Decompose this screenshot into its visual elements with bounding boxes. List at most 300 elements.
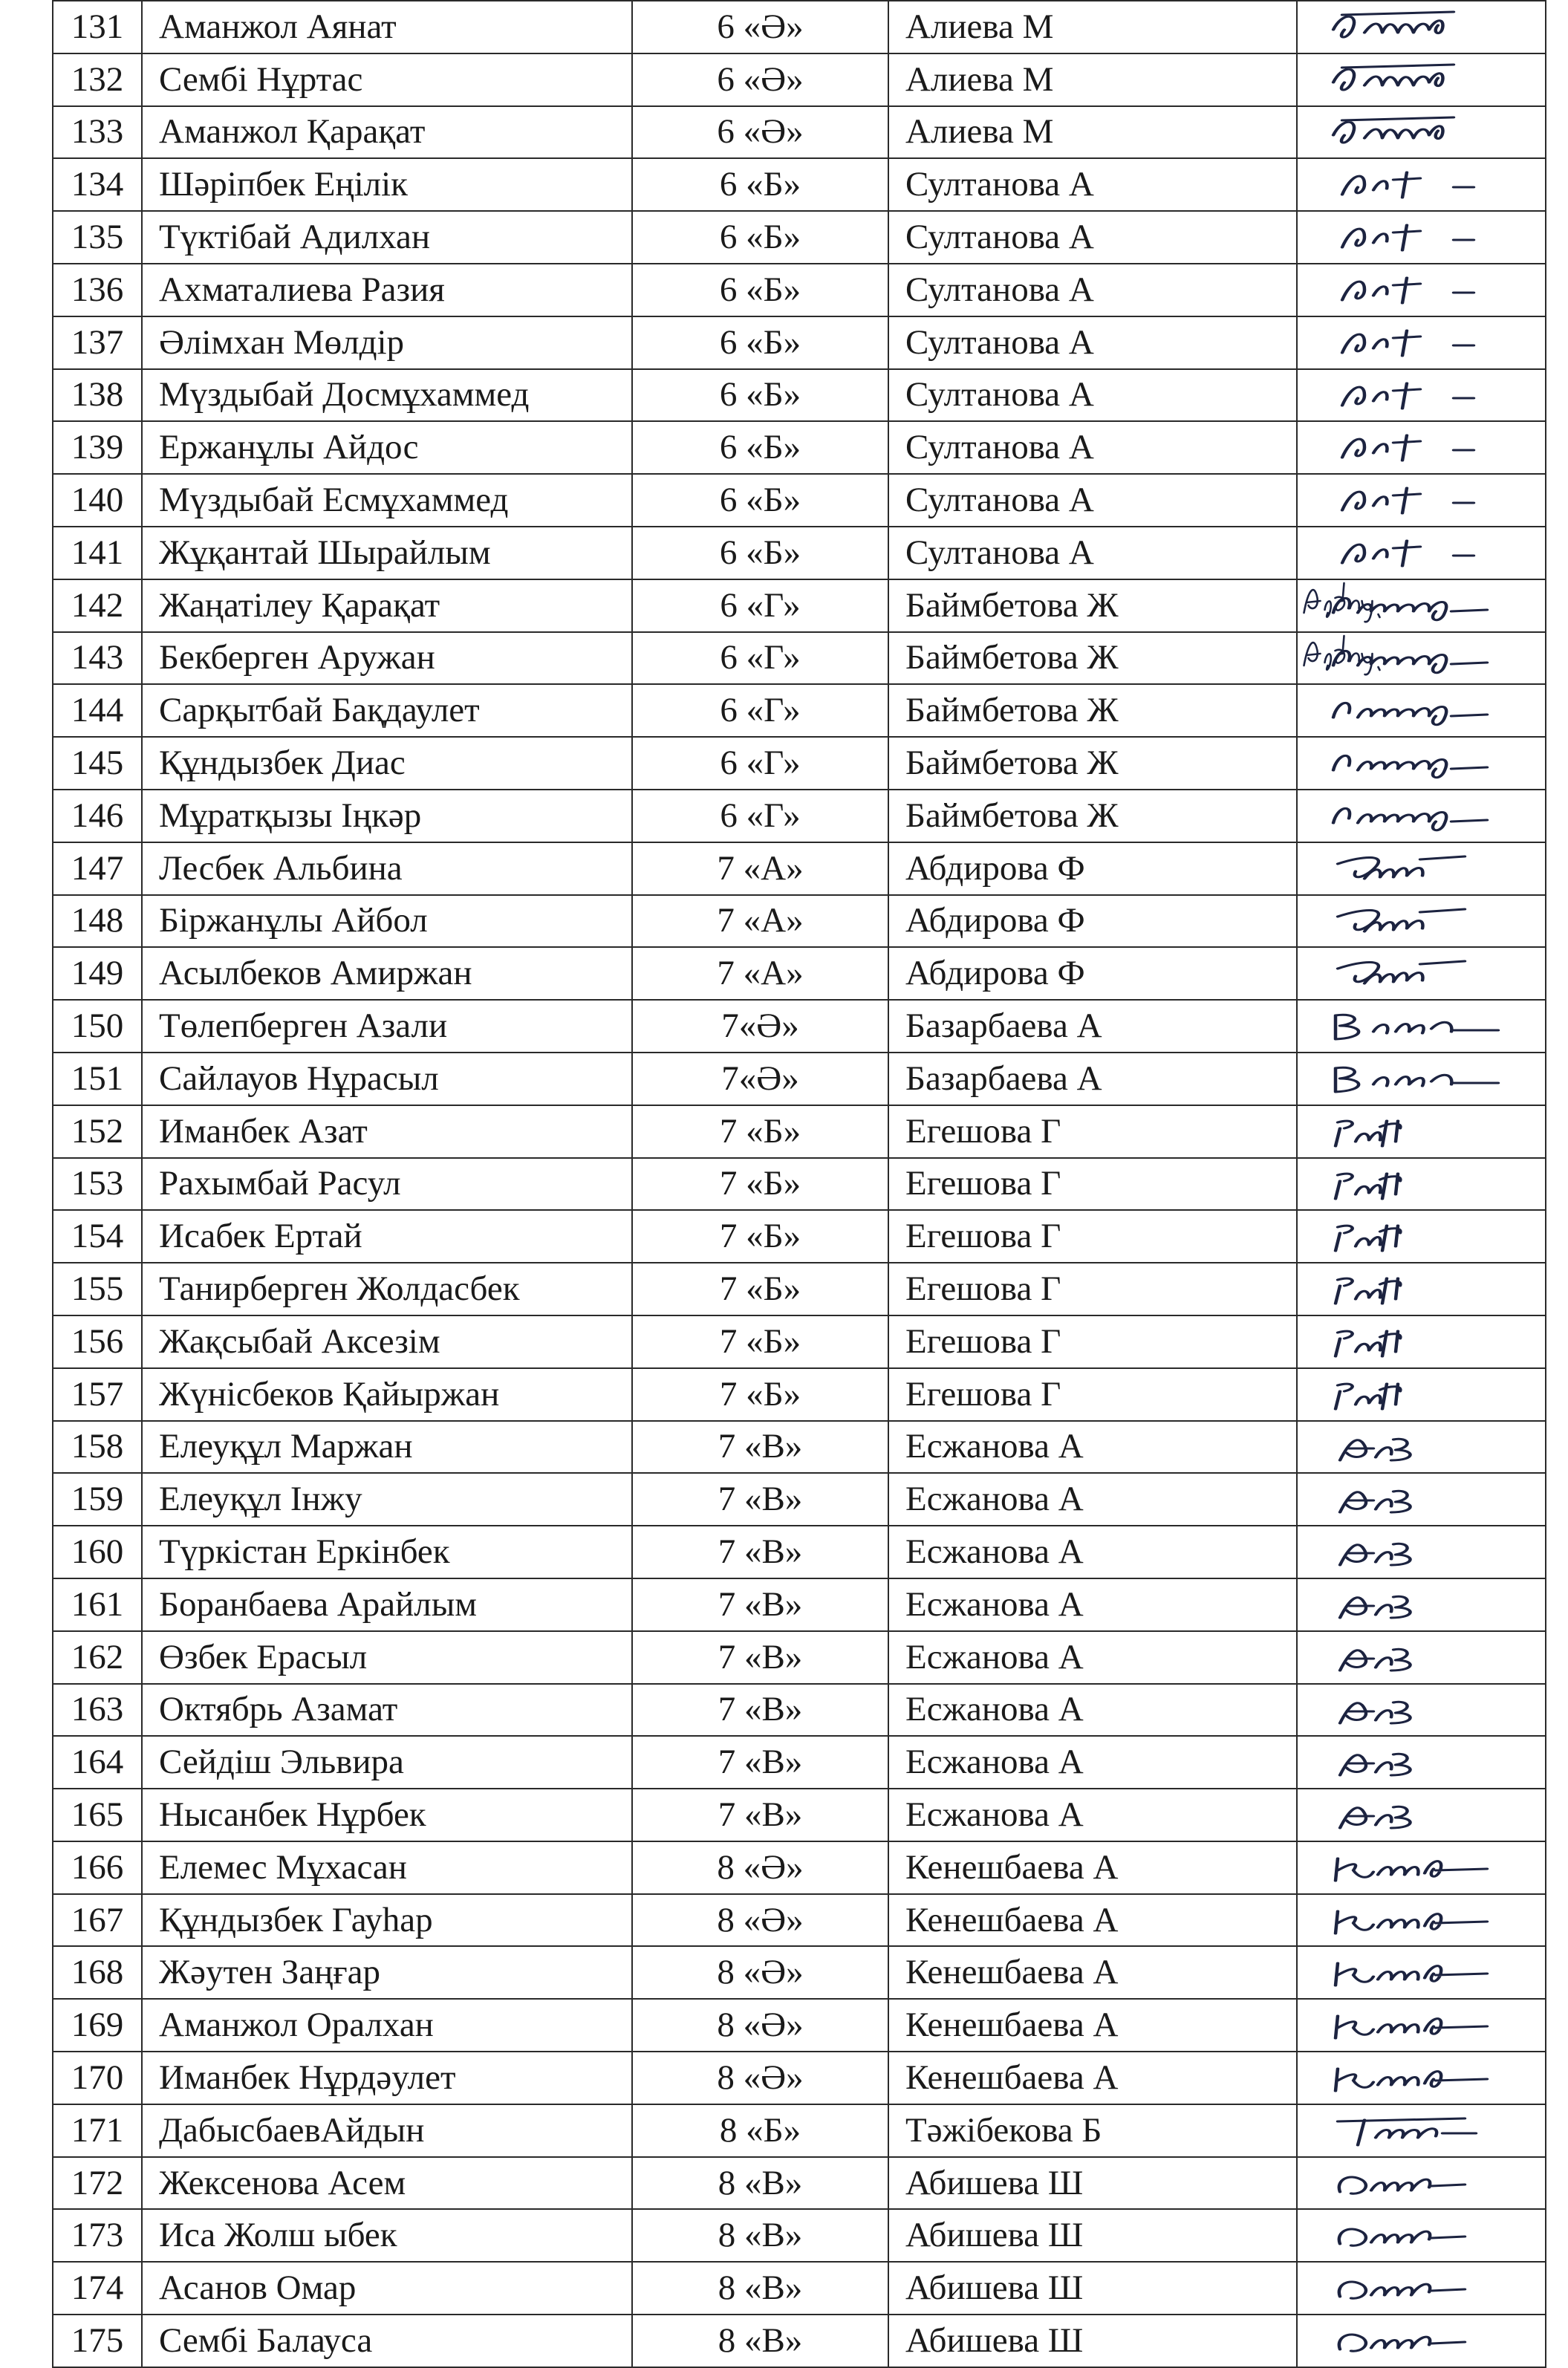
signature-icon (1320, 2058, 1520, 2098)
teacher-name: Абишева Ш (888, 2157, 1297, 2210)
signature-icon (1320, 691, 1520, 731)
signature-cell (1297, 158, 1546, 211)
teacher-name: Егешова Г (888, 1210, 1297, 1263)
signature-icon (1320, 1532, 1520, 1572)
signature-cell (1297, 1894, 1546, 1947)
table-row (53, 316, 1546, 369)
row-number: 173 (53, 2209, 142, 2262)
table-row (53, 1421, 1546, 1474)
class-grade: 8 «В» (632, 2262, 888, 2315)
signature-cell (1297, 1158, 1546, 1211)
row-number: 135 (53, 211, 142, 264)
teacher-name: Алиева М (888, 1, 1297, 53)
signature-icon (1320, 481, 1520, 521)
table-row (53, 421, 1546, 474)
teacher-name: Базарбаева А (888, 1053, 1297, 1105)
signature-cell (1297, 421, 1546, 474)
row-number: 140 (53, 474, 142, 527)
row-number: 154 (53, 1210, 142, 1263)
student-name: Біржанұлы Айбол (142, 895, 632, 948)
student-name: Танирберген Жолдасбек (142, 1263, 632, 1315)
teacher-name: Есжанова А (888, 1578, 1297, 1631)
table-row (53, 2262, 1546, 2315)
signature-cell (1297, 2104, 1546, 2157)
student-name: Бекберген Аружан (142, 632, 632, 685)
class-grade: 8 «Ә» (632, 1999, 888, 2052)
signature-cell (1297, 1526, 1546, 1578)
class-grade: 6 «Б» (632, 316, 888, 369)
row-number: 168 (53, 1946, 142, 1999)
roster-sheet (52, 0, 1545, 2360)
row-number: 159 (53, 1473, 142, 1526)
signature-cell (1297, 2315, 1546, 2367)
teacher-name: Султанова А (888, 264, 1297, 316)
teacher-name: Егешова Г (888, 1315, 1297, 1368)
teacher-name: Баймбетова Ж (888, 790, 1297, 842)
student-name: Сайлауов Нұрасыл (142, 1053, 632, 1105)
signature-icon (1320, 1006, 1520, 1047)
row-number: 167 (53, 1894, 142, 1947)
student-name: Жәутен Заңғар (142, 1946, 632, 1999)
teacher-name: Султанова А (888, 527, 1297, 579)
signature-cell (1297, 1210, 1546, 1263)
row-number: 163 (53, 1684, 142, 1737)
signature-icon (1320, 1953, 1520, 1993)
signature-icon (1320, 796, 1520, 836)
signature-icon (1320, 1743, 1520, 1783)
row-number: 133 (53, 106, 142, 159)
signature-cell (1297, 790, 1546, 842)
signature-icon (1320, 1795, 1520, 1835)
row-number: 142 (53, 579, 142, 632)
table-row (53, 684, 1546, 737)
signature-icon (1320, 1691, 1520, 1731)
signature-cell (1297, 1368, 1546, 1421)
teacher-name: Есжанова А (888, 1526, 1297, 1578)
class-grade: 7«Ә» (632, 1000, 888, 1053)
student-name: Мүздыбай Досмұхаммед (142, 369, 632, 422)
class-grade: 6 «Б» (632, 527, 888, 579)
row-number: 148 (53, 895, 142, 948)
teacher-name: Кенешбаева А (888, 2052, 1297, 2104)
row-number: 153 (53, 1158, 142, 1211)
signature-cell (1297, 1841, 1546, 1894)
teacher-name: Кенешбаева А (888, 1841, 1297, 1894)
class-grade: 6 «Г» (632, 632, 888, 685)
row-number: 156 (53, 1315, 142, 1368)
class-grade: 6 «Г» (632, 684, 888, 737)
row-number: 152 (53, 1105, 142, 1158)
signature-cell (1297, 947, 1546, 1000)
class-grade: 7 «В» (632, 1421, 888, 1474)
row-number: 137 (53, 316, 142, 369)
signature-icon (1320, 60, 1520, 100)
teacher-name: Есжанова А (888, 1421, 1297, 1474)
class-grade: 7 «В» (632, 1578, 888, 1631)
signature-cell (1297, 1421, 1546, 1474)
student-name: Жүнісбеков Қайыржан (142, 1368, 632, 1421)
row-number: 170 (53, 2052, 142, 2104)
student-name: Құндызбек Гауһар (142, 1894, 632, 1947)
table-row (53, 1000, 1546, 1053)
teacher-name: Султанова А (888, 211, 1297, 264)
student-name: Жұқантай Шырайлым (142, 527, 632, 579)
student-name: Әлімхан Мөлдір (142, 316, 632, 369)
table-row (53, 211, 1546, 264)
student-name: Шәріпбек Еңілік (142, 158, 632, 211)
table-row (53, 53, 1546, 106)
teacher-name: Абдирова Ф (888, 842, 1297, 895)
teacher-name: Егешова Г (888, 1263, 1297, 1315)
signature-cell (1297, 895, 1546, 948)
table-row (53, 2157, 1546, 2210)
roster-body (53, 1, 1546, 2367)
signature-cell (1297, 53, 1546, 106)
table-row (53, 1105, 1546, 1158)
class-grade: 7 «А» (632, 842, 888, 895)
row-number: 141 (53, 527, 142, 579)
table-row (53, 895, 1546, 948)
signature-cell (1297, 1999, 1546, 2052)
signature-cell (1297, 579, 1546, 632)
student-name: Өзбек Ерасыл (142, 1631, 632, 1684)
signature-cell (1297, 474, 1546, 527)
signature-cell (1297, 1736, 1546, 1789)
signature-cell (1297, 1473, 1546, 1526)
student-name: Иса Жолш ыбек (142, 2209, 632, 2262)
signature-icon (1320, 2321, 1520, 2361)
class-grade: 8 «Ә» (632, 1841, 888, 1894)
class-grade: 7 «Б» (632, 1158, 888, 1211)
signature-cell (1297, 2209, 1546, 2262)
table-row (53, 1894, 1546, 1947)
teacher-name: Алиева М (888, 106, 1297, 159)
row-number: 138 (53, 369, 142, 422)
student-name: Ахматалиева Разия (142, 264, 632, 316)
table-row (53, 2104, 1546, 2157)
teacher-name: Кенешбаева А (888, 1946, 1297, 1999)
student-name: Жексенова Асем (142, 2157, 632, 2210)
student-name: ДабысбаевАйдын (142, 2104, 632, 2157)
signature-icon (1320, 428, 1520, 468)
table-row (53, 2315, 1546, 2367)
teacher-name: Есжанова А (888, 1789, 1297, 1841)
table-row (53, 790, 1546, 842)
table-row (53, 1526, 1546, 1578)
student-name: Аманжол Қарақат (142, 106, 632, 159)
teacher-name: Султанова А (888, 316, 1297, 369)
table-row (53, 527, 1546, 579)
student-name: Елеуқұл Маржан (142, 1421, 632, 1474)
table-row (53, 1736, 1546, 1789)
signature-icon (1320, 1428, 1520, 1468)
signature-icon (1320, 1375, 1520, 1415)
class-grade: 7 «А» (632, 947, 888, 1000)
teacher-name: Кенешбаева А (888, 1894, 1297, 1947)
table-row (53, 1841, 1546, 1894)
student-name: Аманжол Аянат (142, 1, 632, 53)
teacher-name: Есжанова А (888, 1684, 1297, 1737)
row-number: 134 (53, 158, 142, 211)
class-grade: 7 «В» (632, 1736, 888, 1789)
teacher-name: Егешова Г (888, 1158, 1297, 1211)
student-name: Асылбеков Амиржан (142, 947, 632, 1000)
row-number: 136 (53, 264, 142, 316)
signature-icon (1320, 1901, 1520, 1941)
student-name: Түркістан Еркінбек (142, 1526, 632, 1578)
student-name: Асанов Омар (142, 2262, 632, 2315)
table-row (53, 2052, 1546, 2104)
signature-cell (1297, 527, 1546, 579)
class-grade: 7 «Б» (632, 1263, 888, 1315)
class-grade: 6 «Ә» (632, 53, 888, 106)
signature-cell (1297, 264, 1546, 316)
signature-icon (1320, 1638, 1520, 1678)
student-name: Сембі Балауса (142, 2315, 632, 2367)
table-row (53, 1631, 1546, 1684)
signature-cell (1297, 1578, 1546, 1631)
row-number: 150 (53, 1000, 142, 1053)
student-name: Сейдіш Эльвира (142, 1736, 632, 1789)
teacher-name: Султанова А (888, 369, 1297, 422)
teacher-name: Абдирова Ф (888, 947, 1297, 1000)
signature-icon (1320, 1585, 1520, 1625)
student-name: Боранбаева Арайлым (142, 1578, 632, 1631)
table-row (53, 1158, 1546, 1211)
row-number: 164 (53, 1736, 142, 1789)
student-name: Октябрь Азамат (142, 1684, 632, 1737)
signature-icon (1320, 1480, 1520, 1520)
teacher-name: Алиева М (888, 53, 1297, 106)
teacher-name: Султанова А (888, 158, 1297, 211)
student-name: Сарқытбай Бақдаулет (142, 684, 632, 737)
student-name: Исабек Ертай (142, 1210, 632, 1263)
row-number: 132 (53, 53, 142, 106)
class-grade: 6 «Б» (632, 369, 888, 422)
table-row (53, 1210, 1546, 1263)
student-roster-table (52, 0, 1546, 2368)
table-row (53, 947, 1546, 1000)
row-number: 166 (53, 1841, 142, 1894)
student-name: Ержанұлы Айдос (142, 421, 632, 474)
row-number: 146 (53, 790, 142, 842)
student-name: Елемес Мұхасан (142, 1841, 632, 1894)
class-grade: 8 «Ә» (632, 1946, 888, 1999)
table-row (53, 1946, 1546, 1999)
signature-icon (1320, 270, 1520, 310)
teacher-name: Баймбетова Ж (888, 684, 1297, 737)
signature-icon (1320, 376, 1520, 416)
signature-cell (1297, 1315, 1546, 1368)
signature-icon (1320, 1217, 1520, 1257)
table-row (53, 1684, 1546, 1737)
table-row (53, 579, 1546, 632)
signature-cell (1297, 1946, 1546, 1999)
row-number: 143 (53, 632, 142, 685)
teacher-name: Егешова Г (888, 1368, 1297, 1421)
signature-icon (1320, 902, 1520, 942)
class-grade: 7 «В» (632, 1684, 888, 1737)
class-grade: 7 «Б» (632, 1315, 888, 1368)
class-grade: 7 «А» (632, 895, 888, 948)
teacher-name: Баймбетова Ж (888, 579, 1297, 632)
signature-cell (1297, 2157, 1546, 2210)
signature-icon (1320, 1165, 1520, 1205)
teacher-name: Баймбетова Ж (888, 737, 1297, 790)
table-row (53, 106, 1546, 159)
teacher-name: Султанова А (888, 421, 1297, 474)
class-grade: 6 «Б» (632, 474, 888, 527)
table-row (53, 1368, 1546, 1421)
signature-icon (1320, 1112, 1520, 1152)
signature-cell (1297, 1105, 1546, 1158)
teacher-name: Есжанова А (888, 1736, 1297, 1789)
row-number: 165 (53, 1789, 142, 1841)
class-grade: 8 «Ә» (632, 2052, 888, 2104)
table-row (53, 1473, 1546, 1526)
signature-cell (1297, 369, 1546, 422)
signature-icon (1320, 165, 1520, 205)
teacher-name: Кенешбаева А (888, 1999, 1297, 2052)
student-name: Лесбек Альбина (142, 842, 632, 895)
table-row (53, 158, 1546, 211)
signature-icon (1320, 2111, 1520, 2151)
row-number: 151 (53, 1053, 142, 1105)
table-row (53, 264, 1546, 316)
signature-cell (1297, 1631, 1546, 1684)
signature-cell (1297, 1263, 1546, 1315)
student-name: Нысанбек Нұрбек (142, 1789, 632, 1841)
signature-icon (1320, 586, 1520, 626)
row-number: 131 (53, 1, 142, 53)
signature-cell (1297, 1053, 1546, 1105)
teacher-name: Абишева Ш (888, 2209, 1297, 2262)
teacher-name: Егешова Г (888, 1105, 1297, 1158)
student-name: Құндызбек Диас (142, 737, 632, 790)
signature-icon (1320, 954, 1520, 994)
teacher-name: Султанова А (888, 474, 1297, 527)
class-grade: 8 «Ә» (632, 1894, 888, 1947)
class-grade: 7«Ә» (632, 1053, 888, 1105)
class-grade: 6 «Б» (632, 211, 888, 264)
class-grade: 7 «В» (632, 1473, 888, 1526)
table-row (53, 474, 1546, 527)
table-row (53, 1999, 1546, 2052)
signature-icon (1320, 1059, 1520, 1099)
table-row (53, 1263, 1546, 1315)
table-row (53, 1315, 1546, 1368)
table-row (53, 737, 1546, 790)
row-number: 157 (53, 1368, 142, 1421)
table-row (53, 842, 1546, 895)
student-name: Сембі Нұртас (142, 53, 632, 106)
row-number: 161 (53, 1578, 142, 1631)
class-grade: 8 «В» (632, 2157, 888, 2210)
class-grade: 6 «Б» (632, 421, 888, 474)
class-grade: 6 «Г» (632, 737, 888, 790)
row-number: 171 (53, 2104, 142, 2157)
class-grade: 8 «В» (632, 2209, 888, 2262)
class-grade: 6 «Ә» (632, 1, 888, 53)
class-grade: 7 «Б» (632, 1368, 888, 1421)
signature-cell (1297, 2052, 1546, 2104)
signature-cell (1297, 1000, 1546, 1053)
row-number: 175 (53, 2315, 142, 2367)
signature-icon (1320, 2164, 1520, 2204)
teacher-name: Баймбетова Ж (888, 632, 1297, 685)
teacher-name: Базарбаева А (888, 1000, 1297, 1053)
signature-icon (1320, 2216, 1520, 2256)
signature-cell (1297, 211, 1546, 264)
table-row (53, 1578, 1546, 1631)
table-row (53, 1789, 1546, 1841)
signature-icon (1320, 533, 1520, 573)
signature-cell (1297, 1684, 1546, 1737)
signature-cell (1297, 316, 1546, 369)
row-number: 158 (53, 1421, 142, 1474)
row-number: 160 (53, 1526, 142, 1578)
signature-icon (1320, 744, 1520, 784)
student-name: Жақсыбай Аксезім (142, 1315, 632, 1368)
signature-cell (1297, 1, 1546, 53)
class-grade: 6 «Г» (632, 790, 888, 842)
row-number: 162 (53, 1631, 142, 1684)
teacher-name: Тәжібекова Б (888, 2104, 1297, 2157)
signature-cell (1297, 684, 1546, 737)
row-number: 144 (53, 684, 142, 737)
student-name: Иманбек Нұрдәулет (142, 2052, 632, 2104)
class-grade: 6 «Б» (632, 158, 888, 211)
student-name: Мүздыбай Есмұхаммед (142, 474, 632, 527)
signature-icon (1320, 2006, 1520, 2046)
signature-cell (1297, 106, 1546, 159)
class-grade: 8 «В» (632, 2315, 888, 2367)
student-name: Түктібай Адилхан (142, 211, 632, 264)
signature-cell (1297, 842, 1546, 895)
row-number: 155 (53, 1263, 142, 1315)
class-grade: 7 «Б» (632, 1105, 888, 1158)
teacher-name: Абишева Ш (888, 2315, 1297, 2367)
signature-icon (1320, 639, 1520, 679)
row-number: 172 (53, 2157, 142, 2210)
student-name: Аманжол Оралхан (142, 1999, 632, 2052)
row-number: 139 (53, 421, 142, 474)
table-row (53, 369, 1546, 422)
class-grade: 7 «Б» (632, 1210, 888, 1263)
class-grade: 6 «Г» (632, 579, 888, 632)
row-number: 147 (53, 842, 142, 895)
table-row (53, 1053, 1546, 1105)
row-number: 174 (53, 2262, 142, 2315)
student-name: Жаңатілеу Қарақат (142, 579, 632, 632)
signature-icon (1320, 1322, 1520, 1362)
class-grade: 8 «Б» (632, 2104, 888, 2157)
signature-icon (1320, 7, 1520, 48)
student-name: Мұратқызы Іңкәр (142, 790, 632, 842)
row-number: 169 (53, 1999, 142, 2052)
signature-cell (1297, 1789, 1546, 1841)
table-row (53, 2209, 1546, 2262)
signature-icon (1320, 2268, 1520, 2309)
student-name: Төлепберген Азали (142, 1000, 632, 1053)
student-name: Иманбек Азат (142, 1105, 632, 1158)
teacher-name: Абишева Ш (888, 2262, 1297, 2315)
signature-icon (1320, 323, 1520, 363)
table-row (53, 1, 1546, 53)
teacher-name: Абдирова Ф (888, 895, 1297, 948)
teacher-name: Есжанова А (888, 1631, 1297, 1684)
signature-icon (1320, 218, 1520, 258)
